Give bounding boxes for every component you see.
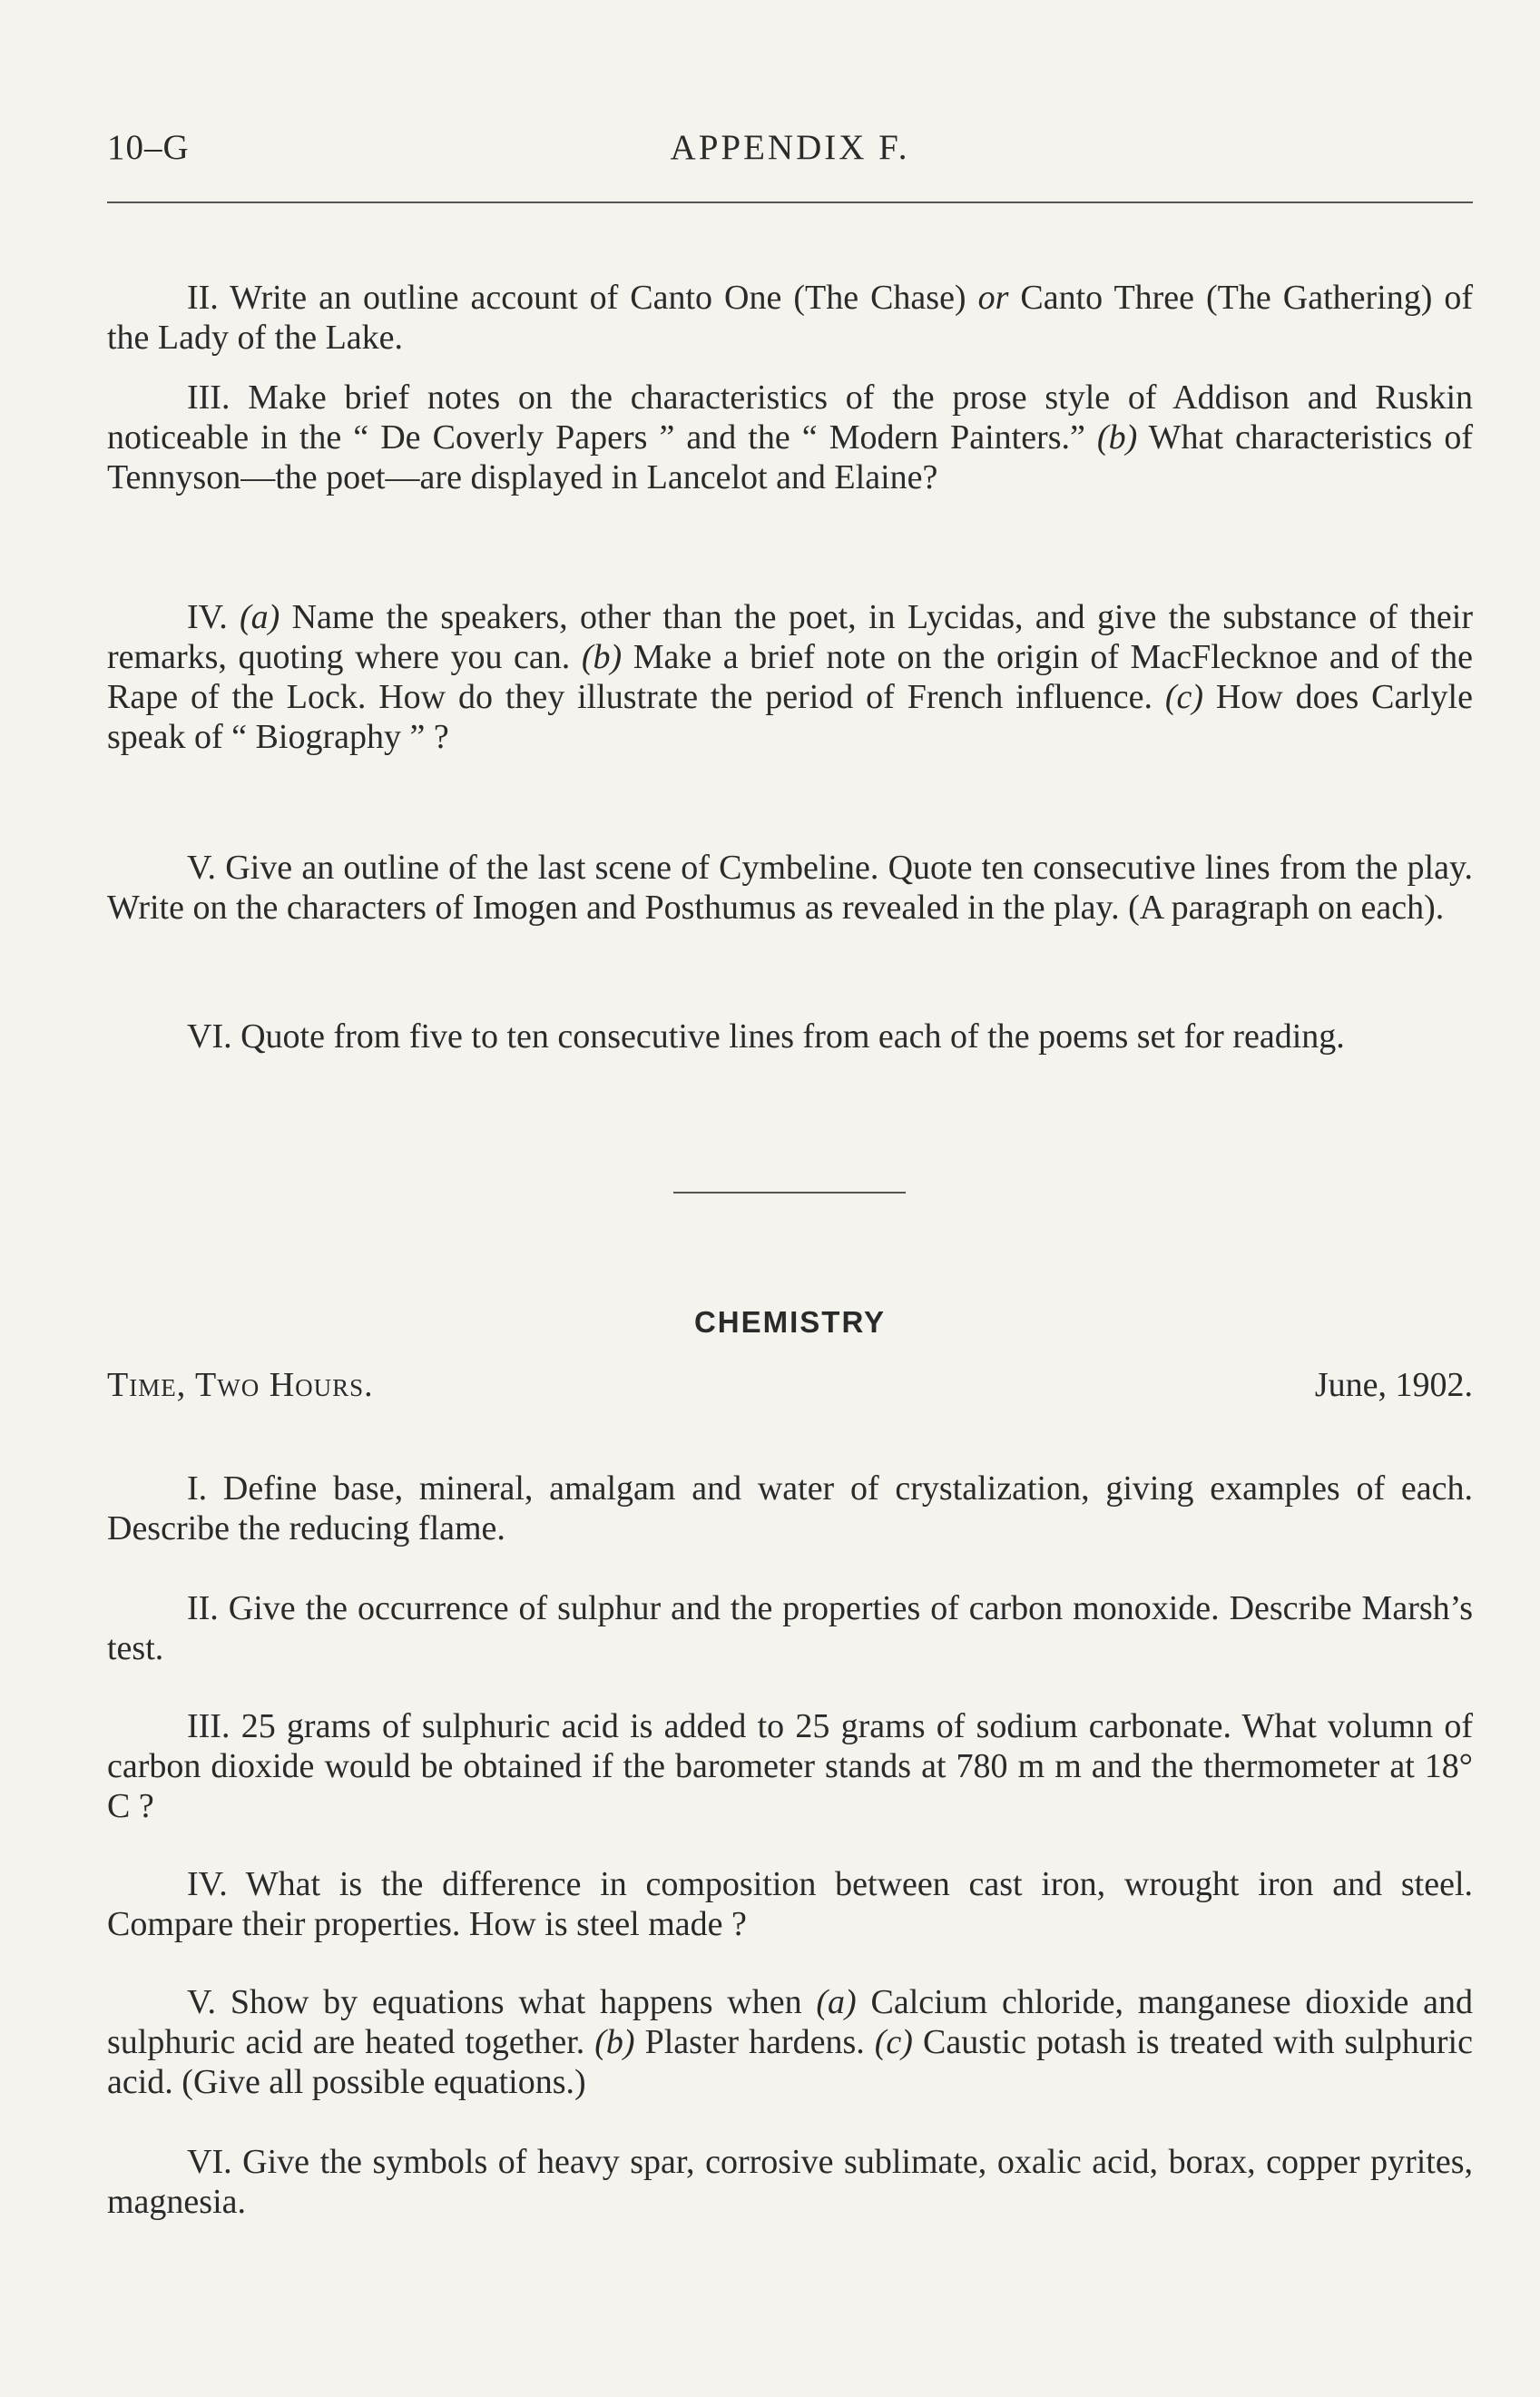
exam-meta (107, 1365, 1473, 1409)
chemistry-question (107, 1588, 1473, 1668)
question-number: V. (187, 1983, 231, 2021)
question-number: II. (187, 1589, 229, 1627)
question-number: V. (187, 849, 226, 887)
question-text: Make brief notes on the characteristics of the prose style of Addison and Ruskin noticeable in the “ De Coverly Papers ” and the “ Modern Painters.” (107, 378, 1473, 457)
question-text: Quote from five to ten consecutive lines from each of the poems set for reading. (240, 1017, 1345, 1056)
question-number: VI. (187, 1017, 241, 1056)
question-text: Name the speakers, other than the poet, in Lycidas, and give the substance of their remarks, quoting where you can. (107, 598, 1473, 676)
question-text: Canto Three (The Gathering) of the Lady of the Lake. (107, 279, 1474, 357)
question-text: 25 grams of sulphuric acid is added to 25 grams of sodium carbonate. What volumn of carbon dioxide would be obtained if the barometer stands at 780 m m and the thermometer at 18° C ? (107, 1707, 1474, 1825)
question-part-label: or (977, 279, 1009, 317)
question-text: Give the occurrence of sulphur and the properties of carbon monoxide. Describe Marsh’s test. (107, 1589, 1473, 1667)
question-number: I. (187, 1469, 223, 1508)
chemistry-question (107, 1982, 1473, 2102)
page-number: 10–G (107, 128, 190, 167)
question-text: Caustic potash is treated with sulphuric acid. (Give all possible equations.) (107, 2023, 1473, 2101)
question-part-label: (a) (240, 598, 280, 636)
english-question (107, 848, 1473, 928)
english-question (107, 378, 1473, 497)
question-part-label: (a) (816, 1983, 857, 2021)
question-number: VI. (187, 2143, 243, 2181)
question-text: Define base, mineral, amalgam and water of crystalization, giving examples of each. Describe the reducing flame. (107, 1469, 1473, 1547)
question-text: How does Carlyle speak of “ Biography ” ? (107, 678, 1473, 756)
english-question (107, 597, 1473, 757)
question-text: Make a brief note on the origin of MacFlecknoe and of the Rape of the Lock. How do they illustrate the period of French influence. (107, 638, 1473, 716)
header-rule (107, 201, 1473, 203)
question-text: Write an outline account of Canto One (The Chase) (230, 279, 978, 317)
question-number: IV. (187, 598, 240, 636)
exam-time: Time, Two Hours. (107, 1366, 374, 1404)
question-part-label: (c) (1164, 678, 1203, 716)
question-part-label: (c) (874, 2023, 913, 2061)
question-part-label: (b) (581, 638, 623, 676)
section-heading: CHEMISTRY (693, 1305, 887, 1339)
question-text: What is the difference in composition between cast iron, wrought iron and steel. Compare their properties. How is steel made ? (107, 1865, 1473, 1943)
chemistry-question (107, 1706, 1473, 1826)
question-text: What characteristics of Tennyson—the poet—are displayed in Lancelot and Elaine? (107, 418, 1473, 496)
english-question (107, 278, 1473, 358)
question-number: II. (187, 279, 231, 317)
section-divider (673, 1192, 906, 1194)
question-number: IV. (187, 1865, 246, 1903)
question-part-label: (b) (1096, 418, 1138, 457)
question-number: III. (187, 378, 249, 417)
page-title: APPENDIX F. (670, 128, 910, 167)
chemistry-question (107, 1469, 1473, 1548)
question-part-label: (b) (594, 2023, 635, 2061)
question-text: Calcium chloride, manganese dioxide and sulphuric acid are heated together. (107, 1983, 1473, 2061)
question-text: Give an outline of the last scene of Cymbeline. Quote ten consecutive lines from the play. Write on the characters of Imogen and Posthumus as revealed in the play. (A paragraph on each). (107, 849, 1473, 927)
question-text: Give the symbols of heavy spar, corrosive sublimate, oxalic acid, borax, copper pyrites, magnesia. (107, 2143, 1473, 2221)
exam-date: June, 1902. (1314, 1366, 1473, 1404)
chemistry-question (107, 1864, 1473, 1944)
question-text: Plaster hardens. (634, 2023, 875, 2061)
question-number: III. (187, 1707, 241, 1745)
question-text: Show by equations what happens when (230, 1983, 817, 2021)
chemistry-question (107, 2142, 1473, 2222)
english-question (107, 1017, 1473, 1056)
page-header (107, 127, 1473, 182)
